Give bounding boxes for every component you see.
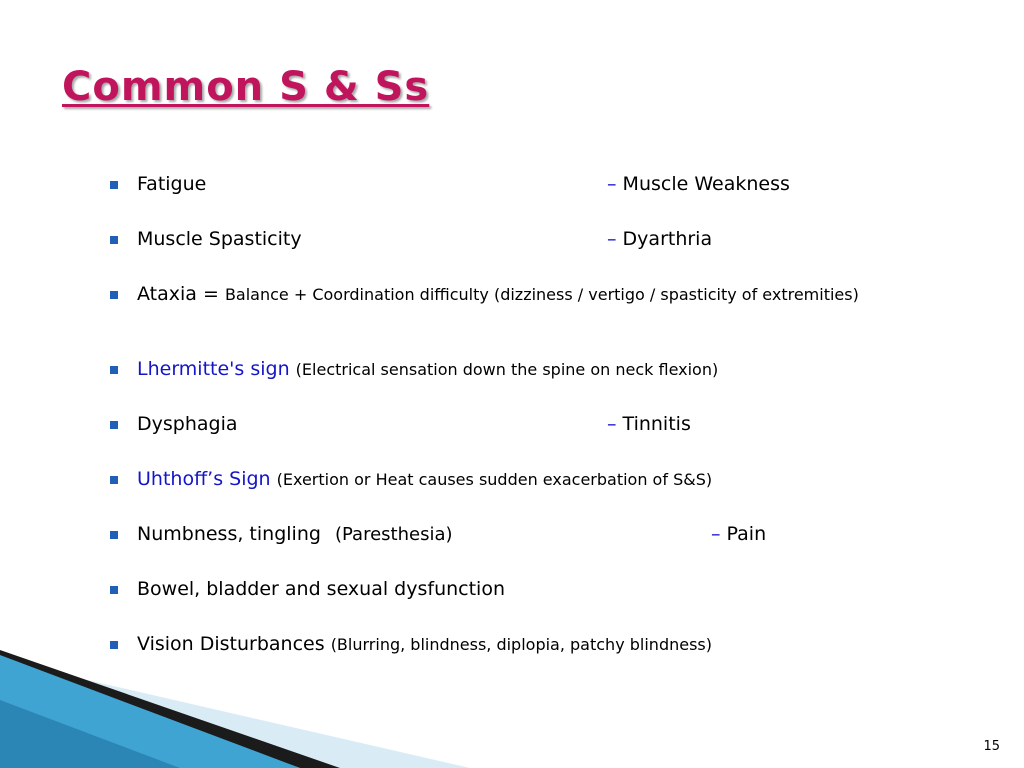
item-detail: (Blurring, blindness, diplopia, patchy blindness) bbox=[330, 635, 712, 654]
item-detail: (Exertion or Heat causes sudden exacerbation of S&S) bbox=[276, 470, 713, 489]
item-label: Numbness, tingling bbox=[137, 523, 321, 545]
list-item-tinnitis bbox=[607, 413, 691, 435]
list-item-bowel-bladder bbox=[137, 578, 505, 600]
item-label: Vision Disturbances bbox=[137, 633, 325, 655]
item-second: Muscle Weakness bbox=[622, 173, 790, 195]
list-item-numbness bbox=[137, 523, 453, 545]
list-item-muscle-weakness bbox=[607, 173, 790, 195]
list-item-uhthoffs-sign bbox=[137, 468, 712, 490]
slide-title: Common S & Ss bbox=[62, 64, 430, 110]
bullet-square-icon bbox=[110, 236, 118, 244]
bullet-square-icon bbox=[110, 291, 118, 299]
item-label: Muscle Spasticity bbox=[137, 228, 302, 250]
bullet-square-icon bbox=[110, 531, 118, 539]
item-label: Ataxia bbox=[137, 283, 197, 305]
item-second: Dyarthria bbox=[622, 228, 713, 250]
dash: – bbox=[711, 523, 721, 545]
bullet-square-icon bbox=[110, 641, 118, 649]
list-item-ataxia bbox=[137, 284, 917, 305]
list-item-vision bbox=[137, 633, 712, 655]
bullet-square-icon bbox=[110, 586, 118, 594]
item-label: Uhthoff’s Sign bbox=[137, 468, 271, 490]
list-item-dysphagia bbox=[137, 413, 238, 435]
list-item-pain bbox=[711, 523, 766, 545]
page-number: 15 bbox=[983, 739, 1000, 754]
bullet-square-icon bbox=[110, 366, 118, 374]
list-item-lhermittes-sign bbox=[137, 358, 718, 380]
item-detail: (Paresthesia) bbox=[334, 524, 453, 545]
dash: – bbox=[607, 173, 617, 195]
bullet-square-icon bbox=[110, 181, 118, 189]
item-label: Dysphagia bbox=[137, 413, 238, 435]
dash: – bbox=[607, 228, 617, 250]
bullet-square-icon bbox=[110, 421, 118, 429]
item-detail: Balance + Coordination difficulty (dizziness / vertigo / spasticity of extremities) bbox=[224, 285, 859, 304]
dash: – bbox=[607, 413, 617, 435]
item-second: Pain bbox=[726, 523, 767, 545]
item-detail: (Electrical sensation down the spine on neck flexion) bbox=[295, 360, 719, 379]
list-item-dyarthria bbox=[607, 228, 712, 250]
list-item-fatigue bbox=[137, 173, 206, 195]
list-item-muscle-spasticity bbox=[137, 228, 302, 250]
bullet-square-icon bbox=[110, 476, 118, 484]
item-label: Bowel, bladder and sexual dysfunction bbox=[137, 578, 505, 600]
item-label: Fatigue bbox=[137, 173, 207, 195]
item-second: Tinnitis bbox=[622, 413, 691, 435]
item-label: Lhermitte's sign bbox=[137, 358, 290, 380]
item-operator: = bbox=[202, 283, 219, 305]
